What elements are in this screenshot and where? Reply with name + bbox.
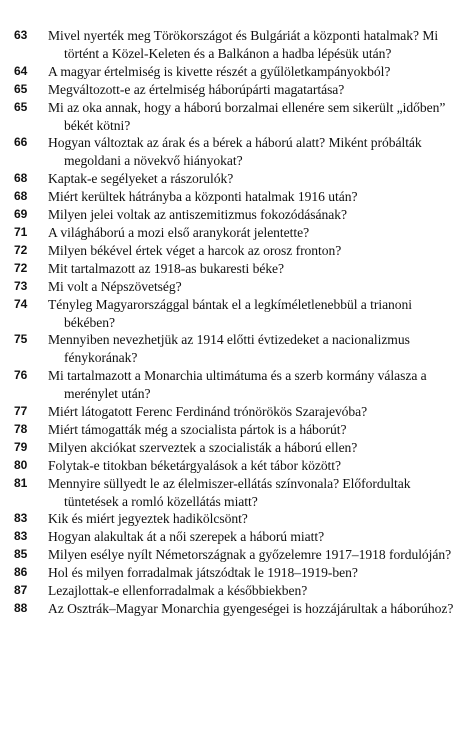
question-title: Miért támogatták még a szocialista pártok is a háborút? [48,421,347,437]
toc-entry [14,331,459,367]
page-number: 68 [14,171,28,186]
page-number: 76 [14,368,28,383]
question-title: Hol és milyen forradalmak játszódtak le 1918–1919-ben? [48,565,358,581]
question-title: Kaptak-e segélyeket a rászorulók? [48,171,234,187]
page-number: 73 [14,278,28,293]
question-title: Mennyiben nevezhetjük az 1914 előtti évtizedeket a nacionalizmus fénykorának? [48,332,410,366]
question-title: Megváltozott-e az értelmiség háborúpárti magatartása? [48,81,345,97]
page-number: 74 [14,296,28,311]
toc-entry [14,260,459,278]
question-title: Kik és miért jegyeztek hadikölcsönt? [48,511,248,527]
toc-entry [14,457,459,475]
toc-entry [14,367,459,403]
toc-entry [14,27,459,63]
page-number: 81 [14,475,28,490]
table-of-contents [14,27,459,618]
question-title: Mi volt a Népszövetség? [48,278,182,294]
page-number: 72 [14,242,28,257]
toc-entry [14,528,459,546]
toc-entry [14,439,459,457]
page-number: 80 [14,457,28,472]
page-number: 86 [14,565,28,580]
question-title: Mivel nyerték meg Törökországot és Bulgáriát a központi hatalmak? Mi történt a Közel-Keleten és a Balkánon a hadba lépésük után? [48,28,439,61]
question-title: Folytak-e titokban béketárgyalások a két tábor között? [48,457,341,473]
question-title: Mi tartalmazott a Monarchia ultimátuma és a szerb kormány válasza a merénylet után? [48,368,427,402]
toc-entry [14,206,459,224]
page-number: 79 [14,439,28,454]
toc-entry [14,170,459,188]
page-number: 83 [14,529,28,544]
page-number: 75 [14,332,28,347]
question-title: Mi az oka annak, hogy a háború borzalmai ellenére sem sikerült „időben” békét kötni? [48,99,446,133]
toc-entry [14,600,459,618]
toc-entry [14,403,459,421]
question-title: Miért kerültek hátrányba a központi hatalmak 1916 után? [48,189,358,205]
page-number: 64 [14,63,28,78]
question-title: Mennyire süllyedt le az élelmiszer-ellátás színvonala? Előfordultak tüntetések a romló közellátás miatt? [48,475,411,509]
question-title: Hogyan alakultak át a női szerepek a háború miatt? [48,529,325,545]
question-title: Milyen akciókat szerveztek a szocialisták a háború ellen? [48,439,358,455]
toc-entry [14,421,459,439]
page-number: 71 [14,224,28,239]
toc-entry [14,296,459,332]
page-number: 87 [14,583,28,598]
page-number: 83 [14,511,28,526]
question-title: Milyen békével értek véget a harcok az orosz fronton? [48,242,342,258]
page-number: 72 [14,260,28,275]
question-title: Mit tartalmazott az 1918-as bukaresti béke? [48,260,285,276]
question-title: Az Osztrák–Magyar Monarchia gyengeségei is hozzájárultak a háborúhoz? [48,601,454,616]
toc-entry [14,242,459,260]
page-number: 77 [14,404,28,419]
question-title: Lezajlottak-e ellenforradalmak a későbbiekben? [48,583,308,599]
page-number: 78 [14,421,28,436]
page-number: 68 [14,189,28,204]
toc-entry [14,188,459,206]
toc-entry [14,99,459,135]
page-number: 69 [14,207,28,222]
toc-entry [14,81,459,99]
page-number: 85 [14,547,28,562]
toc-entry [14,224,459,242]
toc-entry [14,546,459,564]
question-title: Milyen jelei voltak az antiszemitizmus fokozódásának? [48,207,347,223]
question-title: A világháború a mozi első aranykorát jelentette? [48,224,310,240]
page-number: 65 [14,81,28,96]
page-number: 65 [14,99,28,114]
page-number: 88 [14,601,28,615]
page-number: 63 [14,28,28,42]
toc-entry [14,510,459,528]
toc-entry [14,134,459,170]
question-title: Milyen esélye nyílt Németországnak a győzelemre 1917–1918 fordulóján? [48,547,452,563]
toc-entry [14,63,459,81]
toc-entry [14,278,459,296]
question-title: A magyar értelmiség is kivette részét a gyűlöletkampányokból? [48,63,391,79]
question-title: Tényleg Magyarországgal bántak el a legkíméletlenebbül a trianoni békében? [48,296,413,330]
toc-entry [14,475,459,511]
toc-entry [14,564,459,582]
question-title: Hogyan változtak az árak és a bérek a háború alatt? Miként próbálták megoldani a növekvő hiányokat? [48,135,422,169]
toc-entry [14,582,459,600]
page-number: 66 [14,135,28,150]
question-title: Miért látogatott Ferenc Ferdinánd trónörökös Szarajevóba? [48,404,368,420]
